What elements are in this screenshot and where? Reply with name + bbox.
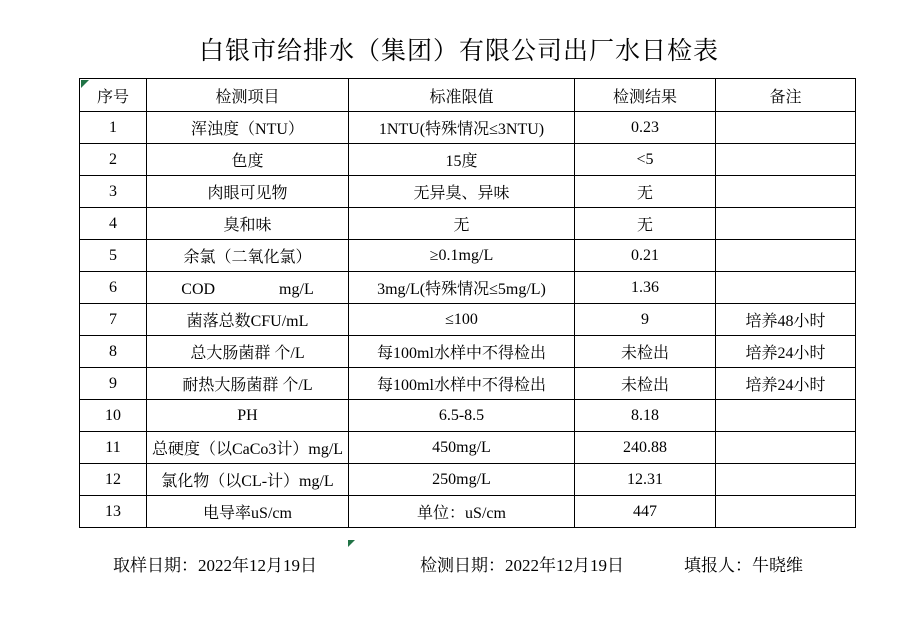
cell-standard: 6.5-8.5 [349,400,575,432]
table-row [80,144,856,176]
cell-seq: 10 [80,400,147,432]
cell-result: 240.88 [575,432,716,464]
test-date: 检测日期：2022年12月19日 [420,556,624,575]
header-remark: 备注 [716,79,856,112]
cell-seq: 12 [80,464,147,496]
cell-seq: 3 [80,176,147,208]
cell-item: 臭和味 [147,208,349,240]
cell-result: 8.18 [575,400,716,432]
cell-standard: 每100ml水样中不得检出 [349,368,575,400]
cell-result: 0.23 [575,112,716,144]
cell-item: 肉眼可见物 [147,176,349,208]
cell-item: 菌落总数CFU/mL [147,304,349,336]
table-row [80,112,856,144]
cell-remark [716,432,856,464]
cell-result: 1.36 [575,272,716,304]
cell-seq: 8 [80,336,147,368]
table-row [80,400,856,432]
footer [0,551,918,575]
cell-item: 色度 [147,144,349,176]
cell-standard: 15度 [349,144,575,176]
cell-result: 0.21 [575,240,716,272]
table-row [80,208,856,240]
cell-result: 未检出 [575,368,716,400]
cell-standard: 每100ml水样中不得检出 [349,336,575,368]
cell-standard: 3mg/L(特殊情况≤5mg/L) [349,272,575,304]
cell-remark: 培养48小时 [716,304,856,336]
cell-remark [716,208,856,240]
table-row [80,272,856,304]
cell-item: 余氯（二氧化氯） [147,240,349,272]
cell-remark [716,272,856,304]
sampling-date: 取样日期：2022年12月19日 [113,556,317,575]
cell-remark [716,112,856,144]
cell-standard: 无 [349,208,575,240]
cell-seq: 2 [80,144,147,176]
page-title: 白银市给排水（集团）有限公司出厂水日检表 [198,38,719,65]
cell-item: 总大肠菌群 个/L [147,336,349,368]
cell-result: 无 [575,176,716,208]
cell-remark [716,240,856,272]
header-seq: 序号 [80,79,147,112]
cell-standard: 无异臭、异味 [349,176,575,208]
header-item: 检测项目 [147,79,349,112]
cell-result: 无 [575,208,716,240]
cell-standard: ≤100 [349,304,575,336]
cell-remark [716,464,856,496]
cell-result: 447 [575,496,716,528]
cell-seq: 11 [80,432,147,464]
cell-result: 12.31 [575,464,716,496]
header-standard: 标准限值 [349,79,575,112]
table-row [80,176,856,208]
header-result: 检测结果 [575,79,716,112]
table-row [80,464,856,496]
reporter: 填报人：牛晓维 [684,556,803,575]
cell-seq: 6 [80,272,147,304]
cell-seq: 1 [80,112,147,144]
cell-remark [716,144,856,176]
cell-seq: 13 [80,496,147,528]
cell-result: <5 [575,144,716,176]
cell-standard: 1NTU(特殊情况≤3NTU) [349,112,575,144]
table-row [80,432,856,464]
cell-result: 未检出 [575,336,716,368]
table-row [80,336,856,368]
table-row [80,496,856,528]
cell-item: 电导率uS/cm [147,496,349,528]
cell-seq: 7 [80,304,147,336]
table-row [80,368,856,400]
table-row [80,240,856,272]
cell-item: 氯化物（以CL-计）mg/L [147,464,349,496]
cell-standard: 250mg/L [349,464,575,496]
cell-remark: 培养24小时 [716,368,856,400]
cell-item: 耐热大肠菌群 个/L [147,368,349,400]
cell-remark: 培养24小时 [716,336,856,368]
excel-error-indicator-icon [81,80,89,88]
cell-seq: 5 [80,240,147,272]
cell-item: 总硬度（以CaCo3计）mg/L [147,432,349,464]
cell-standard: 450mg/L [349,432,575,464]
cell-seq: 9 [80,368,147,400]
daily-check-table [79,78,856,528]
cell-item: 浑浊度（NTU） [147,112,349,144]
cell-standard: 单位：uS/cm [349,496,575,528]
cell-result: 9 [575,304,716,336]
header-row [80,79,856,112]
cell-item: COD mg/L [147,272,349,304]
cell-remark [716,496,856,528]
cell-remark [716,400,856,432]
table-row [80,304,856,336]
excel-error-indicator-icon [348,540,355,547]
cell-item: PH [147,400,349,432]
cell-remark [716,176,856,208]
cell-standard: ≥0.1mg/L [349,240,575,272]
cell-seq: 4 [80,208,147,240]
